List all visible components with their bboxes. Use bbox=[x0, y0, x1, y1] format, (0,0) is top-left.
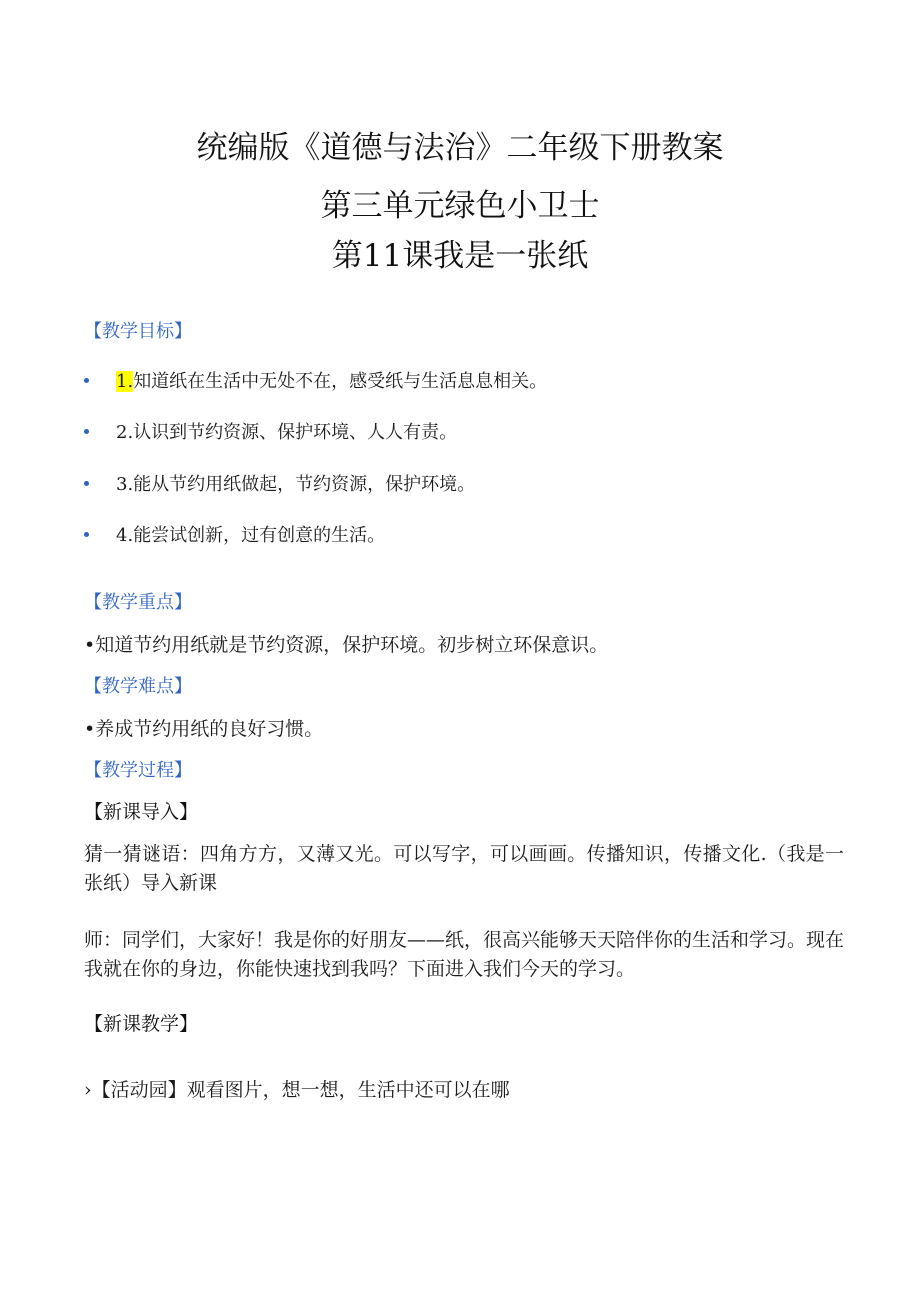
difficulties-heading: 【教学难点】 bbox=[84, 676, 192, 697]
objective-number-highlighted: 1. bbox=[116, 371, 134, 392]
objective-number: 2. bbox=[116, 422, 134, 443]
objective-text: 认识到节约资源、保护环境、人人有责。 bbox=[133, 422, 458, 443]
teach-heading: 【新课教学】 bbox=[84, 1013, 199, 1035]
key-points-text: •知道节约用纸就是节约资源，保护环境。初步树立环保意识。 bbox=[84, 634, 609, 656]
intro-teacher-paragraph: 师：同学们，大家好！我是你的好朋友——纸，很高兴能够天天陪伴你的生活和学习。现在我就在你的身边，你能快速找到我吗？下面进入我们今天的学习。 bbox=[84, 929, 845, 980]
lesson-title: 第11课我是一张纸 bbox=[331, 238, 589, 274]
unit-title: 第三单元绿色小卫士 bbox=[320, 188, 600, 224]
bullet-icon bbox=[84, 481, 89, 486]
intro-riddle-paragraph: 猜一猜谜语：四角方方，又薄又光。可以写字，可以画画。传播知识，传播文化.（我是一张纸）导入新课 bbox=[84, 843, 844, 894]
objective-text: 能尝试创新，过有创意的生活。 bbox=[133, 525, 386, 546]
key-points-heading: 【教学重点】 bbox=[84, 592, 192, 613]
intro-heading: 【新课导入】 bbox=[84, 801, 199, 823]
difficulties-text: •养成节约用纸的良好习惯。 bbox=[84, 718, 324, 740]
bullet-icon bbox=[84, 532, 89, 537]
bullet-icon bbox=[84, 429, 89, 434]
objective-text: 知道纸在生活中无处不在，感受纸与生活息息相关。 bbox=[133, 371, 548, 392]
activity-line: ›【活动园】观看图片，想一想，生活中还可以在哪 bbox=[84, 1079, 510, 1101]
process-heading: 【教学过程】 bbox=[84, 760, 192, 781]
objective-number: 3. bbox=[116, 474, 134, 495]
document-title: 统编版《道德与法治》二年级下册教案 bbox=[196, 130, 724, 166]
objective-number: 4. bbox=[116, 525, 134, 546]
objective-text: 能从节约用纸做起，节约资源，保护环境。 bbox=[133, 474, 476, 495]
bullet-icon bbox=[84, 378, 89, 383]
objectives-heading: 【教学目标】 bbox=[84, 321, 192, 342]
